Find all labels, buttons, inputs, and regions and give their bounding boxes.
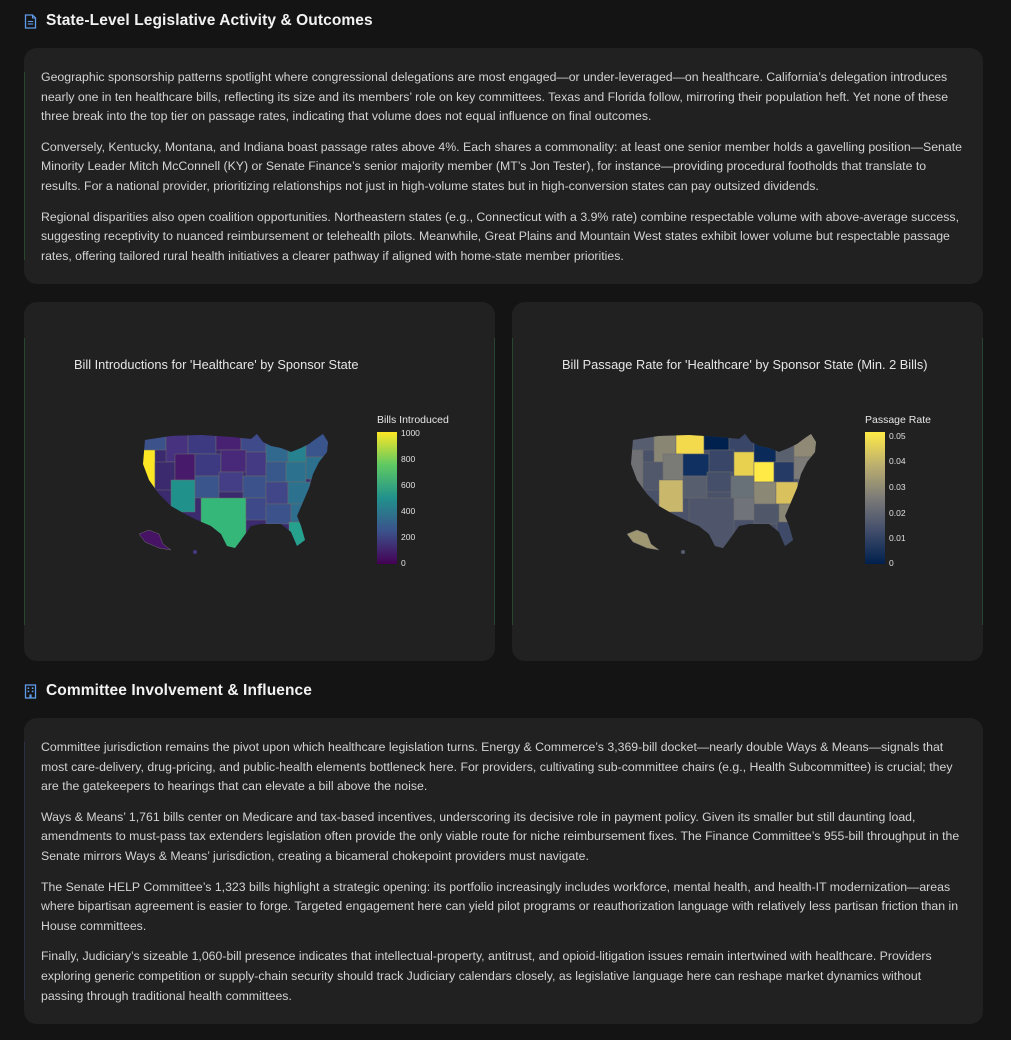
paragraph: Finally, Judiciary’s sizeable 1,060-bill presence indicates that intellectual-property, antitrust, and opioid-litigation issues remain intertwined with healthcare. Providers exploring generic competition or supply-chain security should track Judiciary calendars closely, as legislative language here can reshape market dynamics without passing through traditional health committees. bbox=[41, 949, 932, 1003]
paragraph: Conversely, Kentucky, Montana, and Indiana boast passage rates above 4%. Each shares a commonality: at least one senior member holds a gavelling position—Senate Minority Leader Mitch McConnell (KY) or Senate Finance’s senior majority member (MT’s Jon Tester), for instance—providing procedural footholds that translate to results. For a national provider, prioritizing relationships not just in high-volume states but in high-conversion states can pay outsized dividends. bbox=[41, 139, 962, 193]
colorbar-tick: 200 bbox=[401, 532, 416, 542]
colorbar-gradient bbox=[865, 432, 885, 564]
chart-title: Bill Passage Rate for 'Healthcare' by Sponsor State (Min. 2 Bills) bbox=[562, 357, 928, 372]
us-choropleth-map[interactable] bbox=[619, 422, 829, 562]
hawaii-state[interactable] bbox=[681, 550, 685, 554]
colorbar-gradient bbox=[377, 432, 397, 564]
hawaii-state[interactable] bbox=[193, 550, 197, 554]
document-icon bbox=[24, 14, 37, 29]
colorbar-tick: 0.05 bbox=[889, 431, 906, 441]
bill-introductions-map-panel bbox=[24, 302, 495, 661]
building-icon bbox=[24, 684, 37, 699]
state-analysis-card bbox=[24, 48, 983, 284]
committee-analysis-card bbox=[24, 718, 983, 1024]
colorbar-tick: 600 bbox=[401, 480, 416, 490]
section-title: Committee Involvement & Influence bbox=[46, 682, 312, 699]
colorbar-tick: 400 bbox=[401, 506, 416, 516]
colorbar-tick: 0.02 bbox=[889, 508, 906, 518]
colorbar-tick: 0.03 bbox=[889, 482, 906, 492]
paragraph: Geographic sponsorship patterns spotlight where congressional delegations are most engaged—or under-leveraged—on healthcare. California’s delegation introduces nearly one in ten healthcare bills, reflecting its size and its members’ role on key committees. Texas and Florida follow, mirroring their population heft. Yet none of these three break into the top tier on passage rates, indicating that volume does not equal influence on final outcomes. bbox=[41, 70, 949, 124]
colorbar-tick: 0.01 bbox=[889, 533, 906, 543]
colorbar-tick: 0 bbox=[889, 558, 894, 568]
colorbar-title: Passage Rate bbox=[865, 414, 931, 426]
colorbar-tick: 0 bbox=[401, 558, 406, 568]
paragraph: The Senate HELP Committee’s 1,323 bills highlight a strategic opening: its portfolio increasingly includes workforce, mental health, and health-IT modernization—areas where bipartisan agreement is easier to forge. Targeted engagement here can yield pilot programs or reauthorization language with relatively less partisan friction than in House committees. bbox=[41, 879, 959, 933]
colorbar-tick: 800 bbox=[401, 454, 416, 464]
colorbar-tick: 1000 bbox=[401, 428, 420, 438]
section-header-committee bbox=[24, 682, 312, 700]
section-header-state bbox=[24, 12, 373, 30]
paragraph: Regional disparities also open coalition opportunities. Northeastern states (e.g., Connecticut with a 3.9% rate) combine respectable volume with above-average success, suggesting receptivity to nuanced reimbursement or telehealth pilots. Meanwhile, Great Plains and Mountain West states exhibit lower volume but respectable passage rates, offering tailored rural health initiatives a clearer pathway if aligned with home-state member priorities. bbox=[41, 209, 959, 263]
paragraph: Ways & Means’ 1,761 bills center on Medicare and tax-based incentives, underscoring its decisive role in payment policy. Given its smaller but still daunting load, amendments to must-pass tax extenders legislation often provide the only viable route for niche reimbursement fixes. The Finance Committee’s 955-bill throughput in the Senate mirrors Ways & Means’ jurisdiction, creating a bicameral chokepoint providers must navigate. bbox=[41, 809, 960, 863]
section-title: State-Level Legislative Activity & Outcomes bbox=[46, 12, 373, 29]
colorbar-title: Bills Introduced bbox=[377, 414, 449, 426]
passage-rate-map-panel bbox=[512, 302, 983, 661]
alaska-state[interactable] bbox=[627, 530, 659, 550]
us-choropleth-map[interactable] bbox=[131, 422, 341, 562]
paragraph: Committee jurisdiction remains the pivot upon which healthcare legislation turns. Energy & Commerce’s 3,369-bill docket—nearly double Ways & Means—signals that most care-delivery, drug-pricing, and public-health elements bottleneck here. For providers, cultivating sub-committee chairs (e.g., Health Subcommittee) is crucial; they are the gatekeepers to hearings that can elevate a bill above the noise. bbox=[41, 740, 953, 794]
colorbar-tick: 0.04 bbox=[889, 456, 906, 466]
chart-title: Bill Introductions for 'Healthcare' by Sponsor State bbox=[74, 357, 359, 372]
alaska-state[interactable] bbox=[139, 530, 171, 550]
